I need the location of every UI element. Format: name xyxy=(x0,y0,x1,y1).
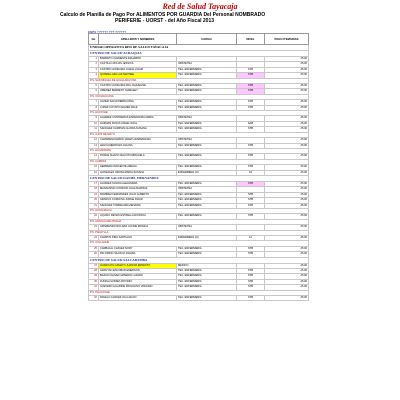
row-number: 4 xyxy=(89,73,99,78)
employee-name: HUZMAN ROJAS ANGEL RAUL xyxy=(99,121,177,126)
employee-name: RAMIREZ FERNANDEZ JULIO ALBERTO xyxy=(99,192,177,197)
employee-name: ACEVEDO HUARINE FRIGOLINO VIRGINIO xyxy=(99,285,177,290)
employee-cargo: TEC. ENFERMERIA xyxy=(177,285,237,290)
employee-nivel: STB xyxy=(237,285,265,290)
row-number: 15 xyxy=(89,165,99,170)
employee-nivel: STB xyxy=(237,203,265,208)
employee-name: ARANYAN ESCOBAR EMERSON xyxy=(99,269,177,274)
row-number: 9 xyxy=(89,116,99,121)
employee-cargo: TEC. ENFERMERIA xyxy=(177,274,237,279)
employee-name: PALOMINO SILVACO FIDHNA xyxy=(99,252,177,257)
row-number: 25 xyxy=(89,246,99,251)
employee-nivel: SAB xyxy=(237,121,265,126)
employee-cargo: OBSTETRA xyxy=(177,187,237,192)
employee-nivel: STB xyxy=(237,100,265,105)
row-number: 32 xyxy=(89,296,99,301)
header-cargo: CARGO xyxy=(177,34,237,45)
row-number: 10 xyxy=(89,121,99,126)
employee-name: GONZALES UROSA MARIA SUSANA xyxy=(99,170,177,175)
row-number: 14 xyxy=(89,154,99,159)
employee-cargo: TEC. ENFERMERIA xyxy=(177,165,237,170)
document-subtitle: Calculo de Planilla de Pago Por ALIMENTOS POR GUARDIA Del Personal NOMBRADO xyxy=(60,12,266,18)
employee-nivel: STB xyxy=(237,127,265,132)
row-number: 12 xyxy=(89,138,99,143)
row-number: 5 xyxy=(89,84,99,89)
section-label: P.S. CAMPAS xyxy=(89,159,309,164)
payment-amount: 25.00 xyxy=(265,73,309,78)
payment-amount: 25.00 xyxy=(265,170,309,175)
row-number: 11 xyxy=(89,127,99,132)
employee-nivel: STB xyxy=(237,296,265,301)
employee-cargo: ENFERMERA (O) xyxy=(177,170,237,175)
employee-name: BARRETO CLEMENTE EDUARDO xyxy=(99,57,177,62)
employee-name: ZUÑIGA GOMEZ ANTONIO xyxy=(99,279,177,284)
employee-nivel: STB xyxy=(237,89,265,94)
section-label: P.S. ANTIGUA DE PISCHA xyxy=(89,219,309,224)
employee-nivel: STB xyxy=(237,181,265,186)
payment-amount: 25.00 xyxy=(265,214,309,219)
employee-cargo: TEC. ENFERMERIA xyxy=(177,296,237,301)
employee-name: MANANSSIO CONDOR JULIA MARISOL xyxy=(99,187,177,192)
row-number: 29 xyxy=(89,274,99,279)
header-number: No xyxy=(89,34,99,45)
employee-nivel: STB xyxy=(237,154,265,159)
payment-amount: 25.00 xyxy=(265,127,309,132)
employee-name: SANCHEZ CAMPIAN GLORIA SUSANA xyxy=(99,127,177,132)
employee-name: CASTRO GONGORA ADA JAQUELINE xyxy=(99,84,177,89)
header-amount: PAGO ITEMS/DAS xyxy=(265,34,309,45)
payment-amount: 25.00 xyxy=(265,252,309,257)
employee-cargo: TEC. ENFERMERIA xyxy=(177,89,237,94)
payment-amount: 25.00 xyxy=(265,121,309,126)
employee-nivel: STB xyxy=(237,252,265,257)
employee-cargo: TEC. ENFERMERIA xyxy=(177,127,237,132)
payment-amount: 25.00 xyxy=(265,279,309,284)
row-number: 17 xyxy=(89,181,99,186)
payment-amount: 25.00 xyxy=(265,100,309,105)
payment-amount: 25.00 xyxy=(265,62,309,67)
employee-name: LOPEZ COYAITO ELMER RAUL xyxy=(99,105,177,110)
row-number: 27 xyxy=(89,263,99,268)
row-number: 23 xyxy=(89,225,99,230)
employee-cargo: TEC. ENFERMERIA xyxy=(177,143,237,148)
row-number: 1 xyxy=(89,57,99,62)
employee-cargo: TEC. ENFERMERIA xyxy=(177,198,237,203)
row-number: 20 xyxy=(89,198,99,203)
employee-nivel: STB xyxy=(237,143,265,148)
payment-amount: 25.00 xyxy=(265,263,309,268)
employee-nivel: STB xyxy=(237,105,265,110)
employee-nivel: STB xyxy=(237,192,265,197)
employee-name: CARBAJAL CHAVEZ NORY xyxy=(99,246,177,251)
employee-name: BAZAN CHAVEZ ARSENIO LAZARO xyxy=(99,274,177,279)
payment-amount: 25.00 xyxy=(265,274,309,279)
employee-nivel: STB xyxy=(237,274,265,279)
employee-cargo: MEDICO xyxy=(177,263,237,268)
employee-cargo: TEC. ENFERMERIA xyxy=(177,121,237,126)
row-number: 3 xyxy=(89,67,99,72)
payment-amount: 25.00 xyxy=(265,89,309,94)
employee-cargo: TEC. ENFERMERIA xyxy=(177,181,237,186)
payment-amount: 25.00 xyxy=(265,236,309,241)
payment-amount: 25.00 xyxy=(265,225,309,230)
document-title: Red de Salud Tayacaja xyxy=(162,2,238,11)
employee-name: ALVAREZ CONTRERAS ESPERANZA MARIA xyxy=(99,116,177,121)
section-label: P.S. PANAYLLA xyxy=(89,230,309,235)
row-number: 19 xyxy=(89,192,99,197)
row-number: 31 xyxy=(89,285,99,290)
payment-amount: 25.00 xyxy=(265,116,309,121)
section-label: P.S. CULLACHE xyxy=(89,241,309,246)
payment-amount: 25.00 xyxy=(265,67,309,72)
employee-nivel: STB xyxy=(237,84,265,89)
table-row xyxy=(89,296,309,301)
payment-amount: 25.00 xyxy=(265,296,309,301)
header-name: APELLIDOS Y NOMBRES xyxy=(99,34,177,45)
employee-cargo: ENFERMERA (O) xyxy=(177,236,237,241)
employee-cargo: TEC. ENFERMERIA xyxy=(177,100,237,105)
row-number: 24 xyxy=(89,236,99,241)
employee-cargo: TEC. ENFERMERIA xyxy=(177,154,237,159)
payment-amount: 25.00 xyxy=(265,198,309,203)
employee-name: QUISPE LAZA LUZ MAYDEE xyxy=(99,73,177,78)
employee-cargo: TEC. ENFERMERIA xyxy=(177,279,237,284)
employee-name: ALVAREZ SOLDIA ALEJANDRA xyxy=(99,181,177,186)
employee-nivel: STB xyxy=(237,214,265,219)
payment-amount: 25.00 xyxy=(265,84,309,89)
employee-cargo: TEC. ENFERMERIA xyxy=(177,105,237,110)
payment-amount: 25.00 xyxy=(265,154,309,159)
employee-cargo: TEC. ENFERMERIA xyxy=(177,269,237,274)
employee-cargo: TEC. ENFERMERIA xyxy=(177,203,237,208)
section-label: P.S. COCHACCASA xyxy=(89,94,309,99)
row-number: 7 xyxy=(89,100,99,105)
row-number: 6 xyxy=(89,89,99,94)
row-number: 21 xyxy=(89,203,99,208)
employee-name: PONCE SUAZO FELICITA MIRACELA xyxy=(99,154,177,159)
section-label: CENTRO DE SALUD ACRAQUIA xyxy=(89,51,309,57)
section-label: P.S. OJOS DE MAYO xyxy=(89,132,309,137)
employee-name: HERRERA INOCENTE AMELIA xyxy=(99,165,177,170)
employee-name: SANCHEZ TORREALBA ZENAIDA xyxy=(99,203,177,208)
employee-name: LEGUA MENDOZA LILIANA xyxy=(99,143,177,148)
employee-name: RAVELO CHAVEZ OLGUALDO xyxy=(99,296,177,301)
payment-amount: 25.00 xyxy=(265,192,309,197)
document-period: PERIFERIE - UORST - del Año Fiscal 2013 xyxy=(115,18,215,24)
row-number: 13 xyxy=(89,143,99,148)
header-nivel: NIVEL xyxy=(237,34,265,45)
row-number: 26 xyxy=(89,252,99,257)
row-number: 16 xyxy=(89,170,99,175)
row-number: 18 xyxy=(89,187,99,192)
payment-amount: 25.00 xyxy=(265,57,309,62)
side-label: ENPS ?????? ??? ?????? xyxy=(88,30,127,34)
employee-name: JAVIER SALVATIERRA DINA xyxy=(99,100,177,105)
employee-name: CASTRO GONGORA JUANA LILIAM xyxy=(99,67,177,72)
employee-cargo: TEC. ENFERMERIA xyxy=(177,73,237,78)
payment-amount: 25.00 xyxy=(265,143,309,148)
employee-name: AQUINO REYES ESTRELLA DIONICIA xyxy=(99,214,177,219)
section-label: P.S. HUANOPATA xyxy=(89,148,309,153)
employee-nivel: 11 xyxy=(237,236,265,241)
section-label: P.S. HUAYCHE xyxy=(89,111,309,116)
employee-nivel: STB xyxy=(237,269,265,274)
row-number: 22 xyxy=(89,214,99,219)
payroll-table xyxy=(88,33,309,301)
employee-cargo: TEC. ENFERMERIA xyxy=(177,84,237,89)
employee-cargo: OBSTETRA xyxy=(177,62,237,67)
employee-name: JIMENEZ BARRETO SHIRLEEY xyxy=(99,89,177,94)
employee-name: CAMARENA MARIN JANETH ESPERANZA xyxy=(99,138,177,143)
row-number: 2 xyxy=(89,62,99,67)
employee-nivel: STB xyxy=(237,73,265,78)
employee-cargo: TEC. ENFERMERIA xyxy=(177,252,237,257)
table-body xyxy=(89,45,309,301)
payment-amount: 25.00 xyxy=(265,269,309,274)
employee-cargo: TEC. ENFERMERIA xyxy=(177,214,237,219)
employee-name: ARISMENDO ROLDAN JACKIE MONICA xyxy=(99,225,177,230)
employee-cargo: OBSTETRA xyxy=(177,116,237,121)
payment-amount: 25.00 xyxy=(265,203,309,208)
employee-cargo: TEC. ENFERMERIA xyxy=(177,246,237,251)
employee-nivel: 15 xyxy=(237,170,265,175)
employee-cargo: TEC. ENFERMERIA xyxy=(177,192,237,197)
section-label: P.S. PACCOCHE xyxy=(89,290,309,295)
employee-name: ARANCO CORDOVA JORGE DAVID xyxy=(99,198,177,203)
employee-nivel: STB xyxy=(237,246,265,251)
row-number: 28 xyxy=(89,269,99,274)
payment-amount: 25.00 xyxy=(265,181,309,186)
payment-amount: 25.00 xyxy=(265,187,309,192)
payment-amount: 25.00 xyxy=(265,105,309,110)
section-label: UNIDAD OPERATIVA RED DE SALUD TAYACAJA xyxy=(89,45,309,51)
employee-cargo: OBSTETRA xyxy=(177,138,237,143)
payment-amount: 25.00 xyxy=(265,138,309,143)
payment-amount: 25.00 xyxy=(265,165,309,170)
employee-name: HUARCAYA CAMAYO JUANOR ERNESTO xyxy=(99,263,177,268)
employee-name: CASTILLO ROJAS JESSICA xyxy=(99,62,177,67)
payment-amount: 25.00 xyxy=(265,246,309,251)
employee-name: CAMPOS PIÑA SANTIAGO xyxy=(99,236,177,241)
row-number: 30 xyxy=(89,279,99,284)
payment-amount: 25.00 xyxy=(265,285,309,290)
row-number: 8 xyxy=(89,105,99,110)
employee-cargo: OBSTETRA xyxy=(177,225,237,230)
section-label: CENTRO DE SALUD DANIEL HERNANDEZ xyxy=(89,175,309,181)
employee-cargo: TEC. ENFERMERIA xyxy=(177,67,237,72)
employee-nivel: STB xyxy=(237,165,265,170)
employee-nivel: STB xyxy=(237,279,265,284)
section-label: P.S. HUACHAUCA xyxy=(89,208,309,213)
section-label: P.S. SAN MIGUEL DE HUALLANA NºE1 xyxy=(89,78,309,83)
section-label: CENTRO DE SALUD SALCABAMBA xyxy=(89,257,309,263)
employee-nivel: STB xyxy=(237,198,265,203)
employee-nivel: STB xyxy=(237,67,265,72)
table-header-row xyxy=(89,34,309,45)
